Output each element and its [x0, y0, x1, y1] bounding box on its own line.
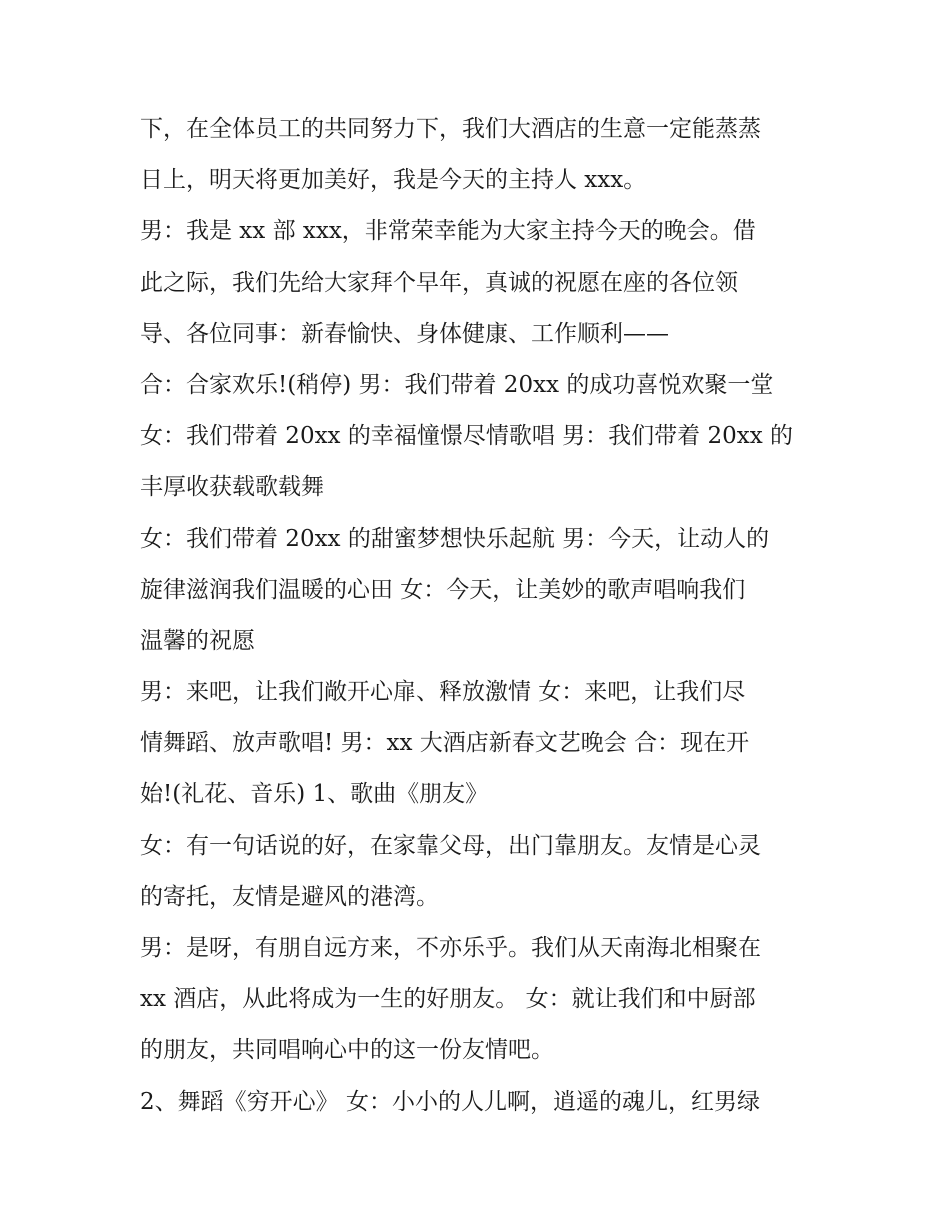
- text-line: 丰厚收获载歌载舞: [140, 474, 324, 501]
- text-line: 旋律滋润我们温暖的心田 女：今天，让美妙的歌声唱响我们: [140, 576, 746, 603]
- text-line: 女：我们带着 20xx 的甜蜜梦想快乐起航 男：今天，让动人的: [140, 525, 770, 552]
- text-line: 始!(礼花、音乐) 1、歌曲《朋友》: [140, 781, 489, 808]
- text-line: 男：来吧，让我们敞开心扉、释放激情 女：来吧，让我们尽: [140, 679, 746, 706]
- document-body: [140, 104, 820, 1128]
- text-line: 的朋友，共同唱响心中的这一份友情吧。: [140, 1037, 554, 1064]
- text-line: 日上，明天将更加美好，我是今天的主持人 xxx。: [140, 167, 647, 194]
- text-line: 此之际，我们先给大家拜个早年，真诚的祝愿在座的各位领: [140, 269, 738, 296]
- text-line: 合：合家欢乐!(稍停) 男：我们带着 20xx 的成功喜悦欢聚一堂: [140, 371, 774, 398]
- text-line: 温馨的祝愿: [140, 627, 255, 654]
- text-line: 2、舞蹈《穷开心》 女：小小的人儿啊，逍遥的魂儿，红男绿: [140, 1088, 760, 1115]
- text-line: 导、各位同事：新春愉快、身体健康、工作顺利——: [140, 320, 669, 347]
- text-line: 下，在全体员工的共同努力下，我们大酒店的生意一定能蒸蒸: [140, 116, 761, 142]
- text-line: 的寄托，友情是避风的港湾。: [140, 883, 439, 910]
- text-line: 男：是呀，有朋自远方来，不亦乐乎。我们从天南海北相聚在: [140, 935, 761, 961]
- text-line: 女：有一句话说的好，在家靠父母，出门靠朋友。友情是心灵: [140, 832, 761, 859]
- text-line: 情舞蹈、放声歌唱! 男：xx 大酒店新春文艺晚会 合：现在开: [140, 730, 750, 757]
- text-line: 男：我是 xx 部 xxx，非常荣幸能为大家主持今天的晚会。借: [140, 218, 756, 245]
- text-line: 女：我们带着 20xx 的幸福憧憬尽情歌唱 男：我们带着 20xx 的: [140, 423, 793, 450]
- text-line: xx 酒店，从此将成为一生的好朋友。 女：就让我们和中厨部: [140, 986, 756, 1013]
